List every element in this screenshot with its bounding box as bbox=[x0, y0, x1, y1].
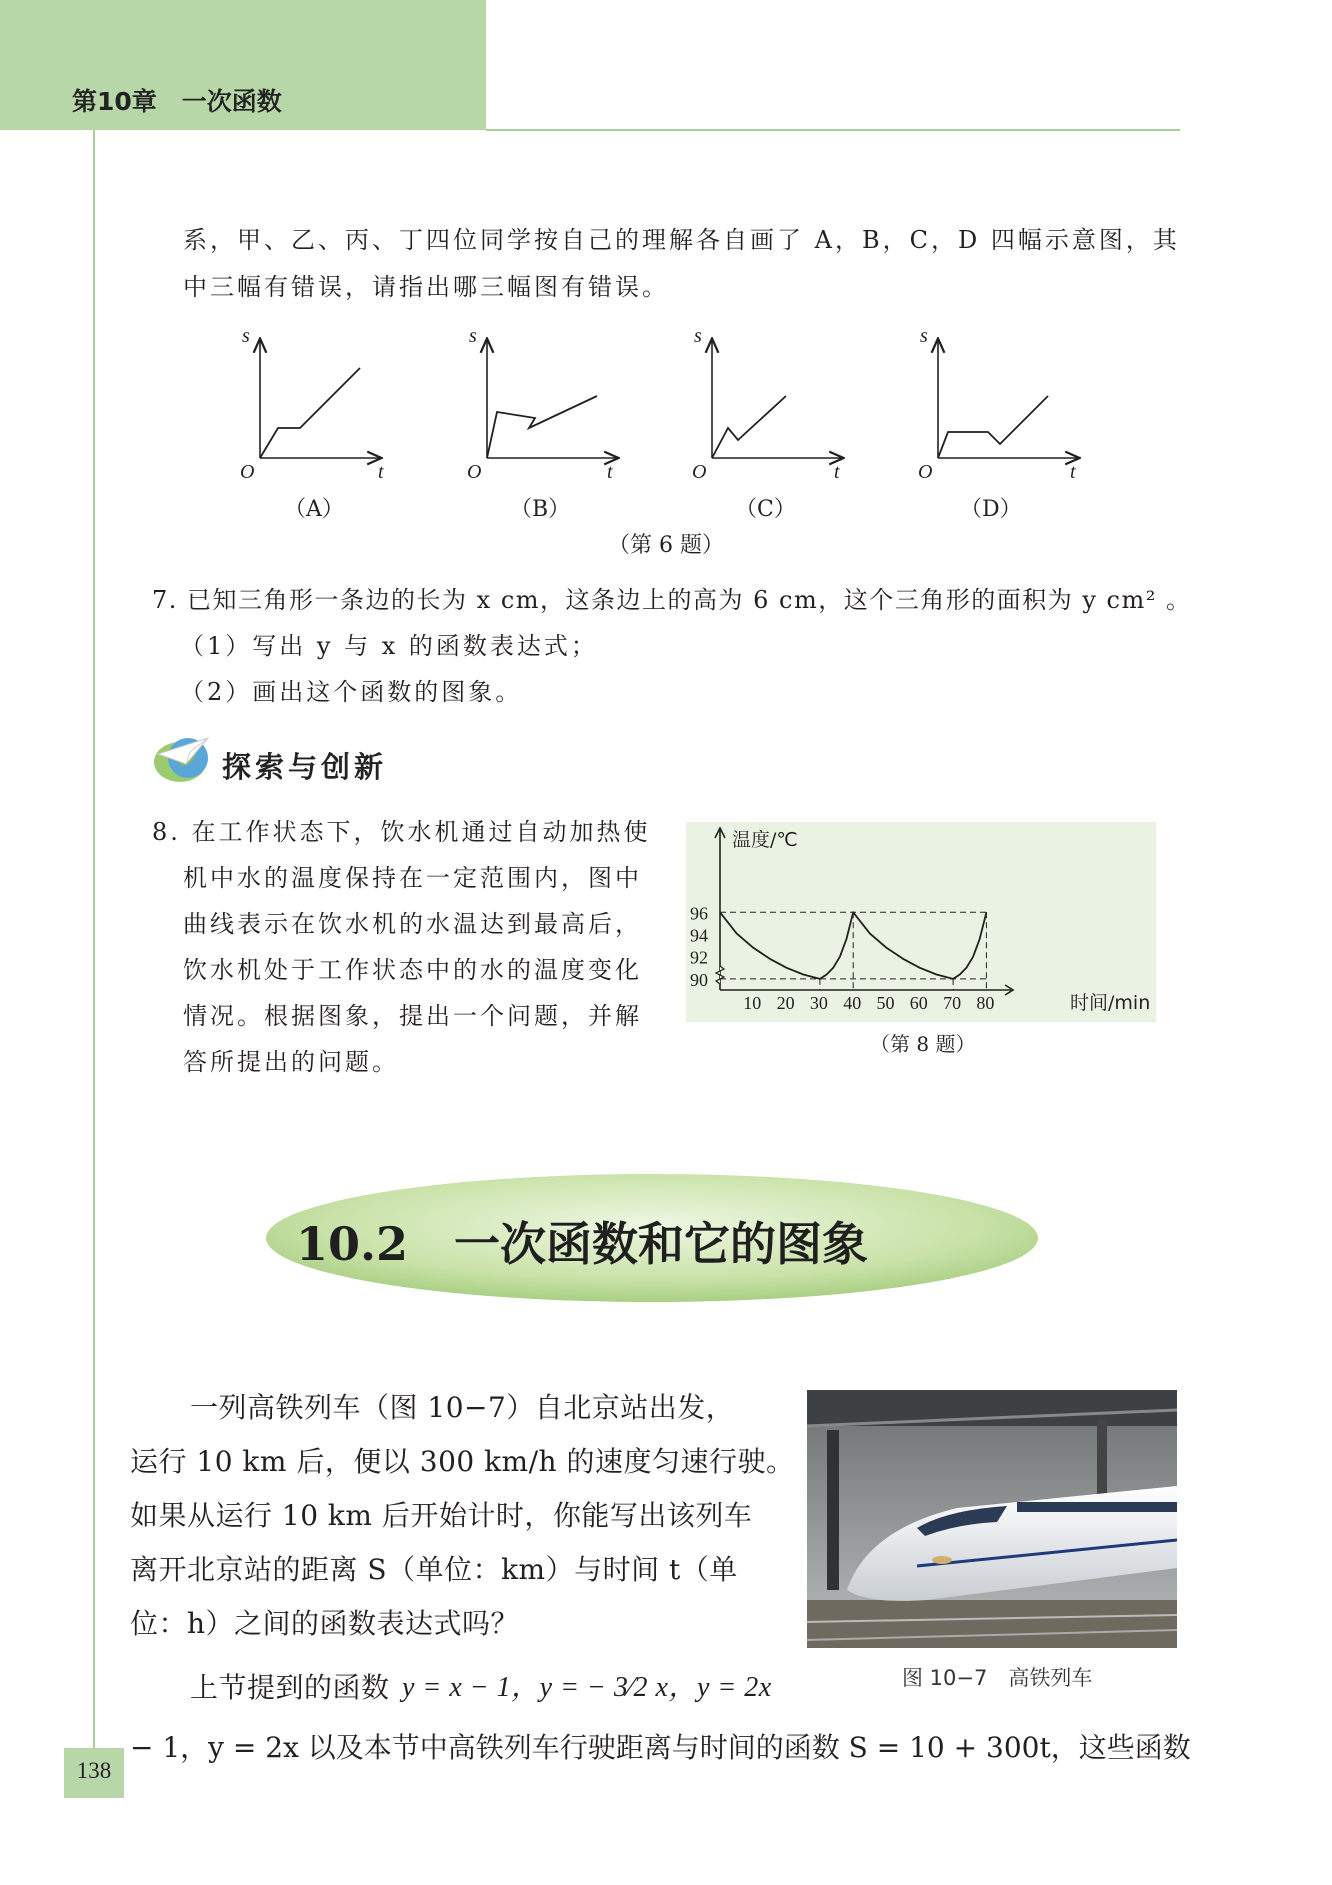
globe-plane-icon bbox=[150, 730, 216, 786]
intro-line1: 一列高铁列车（图 10−7）自北京站出发， bbox=[190, 1391, 735, 1424]
graph-d bbox=[918, 328, 1078, 483]
chart-x-tick-label: 60 bbox=[909, 993, 928, 1013]
graph-b-t-label: t bbox=[607, 461, 613, 483]
chart-y-tick-label: 96 bbox=[690, 903, 708, 924]
graph-label-a: （A） bbox=[284, 497, 344, 522]
chart-x-tick-label: 30 bbox=[809, 993, 828, 1013]
problem7-part2: （2）画出这个函数的图象。 bbox=[180, 678, 523, 706]
graph-c-line bbox=[712, 396, 786, 458]
problem7-part1: （1）写出 y 与 x 的函数表达式； bbox=[180, 632, 598, 660]
graph-d-s-label: s bbox=[920, 328, 928, 347]
problem8-line6: 答所提出的问题。 bbox=[183, 1048, 399, 1076]
graph-a-s-label: s bbox=[242, 328, 250, 347]
intro-p2-line2: − 1，y = 2x 以及本节中高铁列车行驶距离与时间的函数 S = 10 + 300t，这些函数 bbox=[130, 1731, 1191, 1764]
graph-b bbox=[467, 328, 617, 483]
chart-x-tick-label: 20 bbox=[776, 993, 795, 1013]
graph-c-origin: O bbox=[692, 461, 707, 483]
chart-x-tick-label: 80 bbox=[976, 993, 995, 1013]
intro-p2-formula: y = x − 1，y = − 3⁄2 x，y = 2x bbox=[402, 1672, 772, 1703]
graph-d-line bbox=[938, 396, 1048, 458]
graph-label-d: （D） bbox=[960, 497, 1022, 522]
graph-b-line bbox=[487, 396, 597, 458]
chart-y-axis-label: 温度/℃ bbox=[732, 829, 798, 851]
intro-line3: 如果从运行 10 km 后开始计时，你能写出该列车 bbox=[130, 1499, 753, 1532]
problem6-graphs bbox=[230, 328, 1110, 488]
graph-c-s-label: s bbox=[694, 328, 702, 347]
figure-caption: 图 10−7 高铁列车 bbox=[902, 1666, 1093, 1690]
intro-line4: 离开北京站的距离 S（单位：km）与时间 t（单 bbox=[130, 1553, 738, 1586]
chart-y-tick-label: 94 bbox=[690, 925, 708, 946]
chart-x-tick-label: 40 bbox=[843, 993, 862, 1013]
problem7-stem: 7. 已知三角形一条边的长为 x cm，这条边上的高为 6 cm，这个三角形的面积为 y cm² 。 bbox=[152, 586, 1192, 614]
chart-x-tick-label: 50 bbox=[876, 993, 895, 1013]
problem8-line2: 机中水的温度保持在一定范围内，图中 bbox=[183, 864, 642, 892]
problem8-line5: 情况。根据图象，提出一个问题，并解 bbox=[183, 1002, 642, 1030]
graph-a-t-label: t bbox=[378, 461, 384, 483]
intro-line2: 运行 10 km 后，便以 300 km/h 的速度匀速行驶。 bbox=[130, 1445, 795, 1478]
graph-a-line bbox=[260, 368, 360, 458]
chart-y-tick-label: 90 bbox=[690, 969, 708, 990]
intro-line5: 位：h）之间的函数表达式吗？ bbox=[130, 1607, 520, 1640]
chart-x-tick-label: 10 bbox=[743, 993, 762, 1013]
graph-a-origin: O bbox=[240, 461, 255, 483]
problem8-line3: 曲线表示在饮水机的水温达到最高后， bbox=[183, 910, 642, 938]
problem6-line2: 中三幅有错误，请指出哪三幅图有错误。 bbox=[183, 273, 669, 301]
temperature-chart bbox=[686, 822, 1156, 1022]
margin-rule bbox=[93, 130, 95, 1750]
header-rule bbox=[486, 129, 1180, 131]
graph-b-origin: O bbox=[467, 461, 482, 483]
page-number: 138 bbox=[76, 1758, 112, 1783]
explore-heading: 探索与创新 bbox=[222, 750, 388, 784]
graph-d-t-label: t bbox=[1070, 461, 1076, 483]
problem6-caption: （第 6 题） bbox=[608, 533, 724, 558]
section-title: 10.2 一次函数和它的图象 bbox=[296, 1217, 869, 1271]
graph-a bbox=[240, 328, 384, 483]
graph-b-s-label: s bbox=[469, 328, 477, 347]
graph-label-b: （B） bbox=[510, 497, 571, 522]
chapter-title: 第10章 一次函数 bbox=[72, 87, 282, 116]
chart-y-tick-label: 92 bbox=[690, 947, 708, 968]
graph-c-t-label: t bbox=[834, 461, 840, 483]
train-photo bbox=[807, 1390, 1177, 1648]
chart-x-tick-label: 70 bbox=[943, 993, 962, 1013]
graph-label-c: （C） bbox=[735, 497, 796, 522]
problem8-line1: 8. 在工作状态下，饮水机通过自动加热使 bbox=[152, 818, 651, 846]
problem6-line1: 系，甲、乙、丙、丁四位同学按自己的理解各自画了 A，B，C，D 四幅示意图，其 bbox=[183, 226, 1180, 254]
problem8-line4: 饮水机处于工作状态中的水的温度变化 bbox=[183, 956, 642, 984]
intro-p2-start: 上节提到的函数 bbox=[190, 1671, 390, 1704]
chart-x-axis-label: 时间/min bbox=[1070, 992, 1151, 1014]
graph-c bbox=[692, 328, 842, 483]
graph-d-origin: O bbox=[918, 461, 933, 483]
problem8-caption: （第 8 题） bbox=[870, 1032, 976, 1056]
